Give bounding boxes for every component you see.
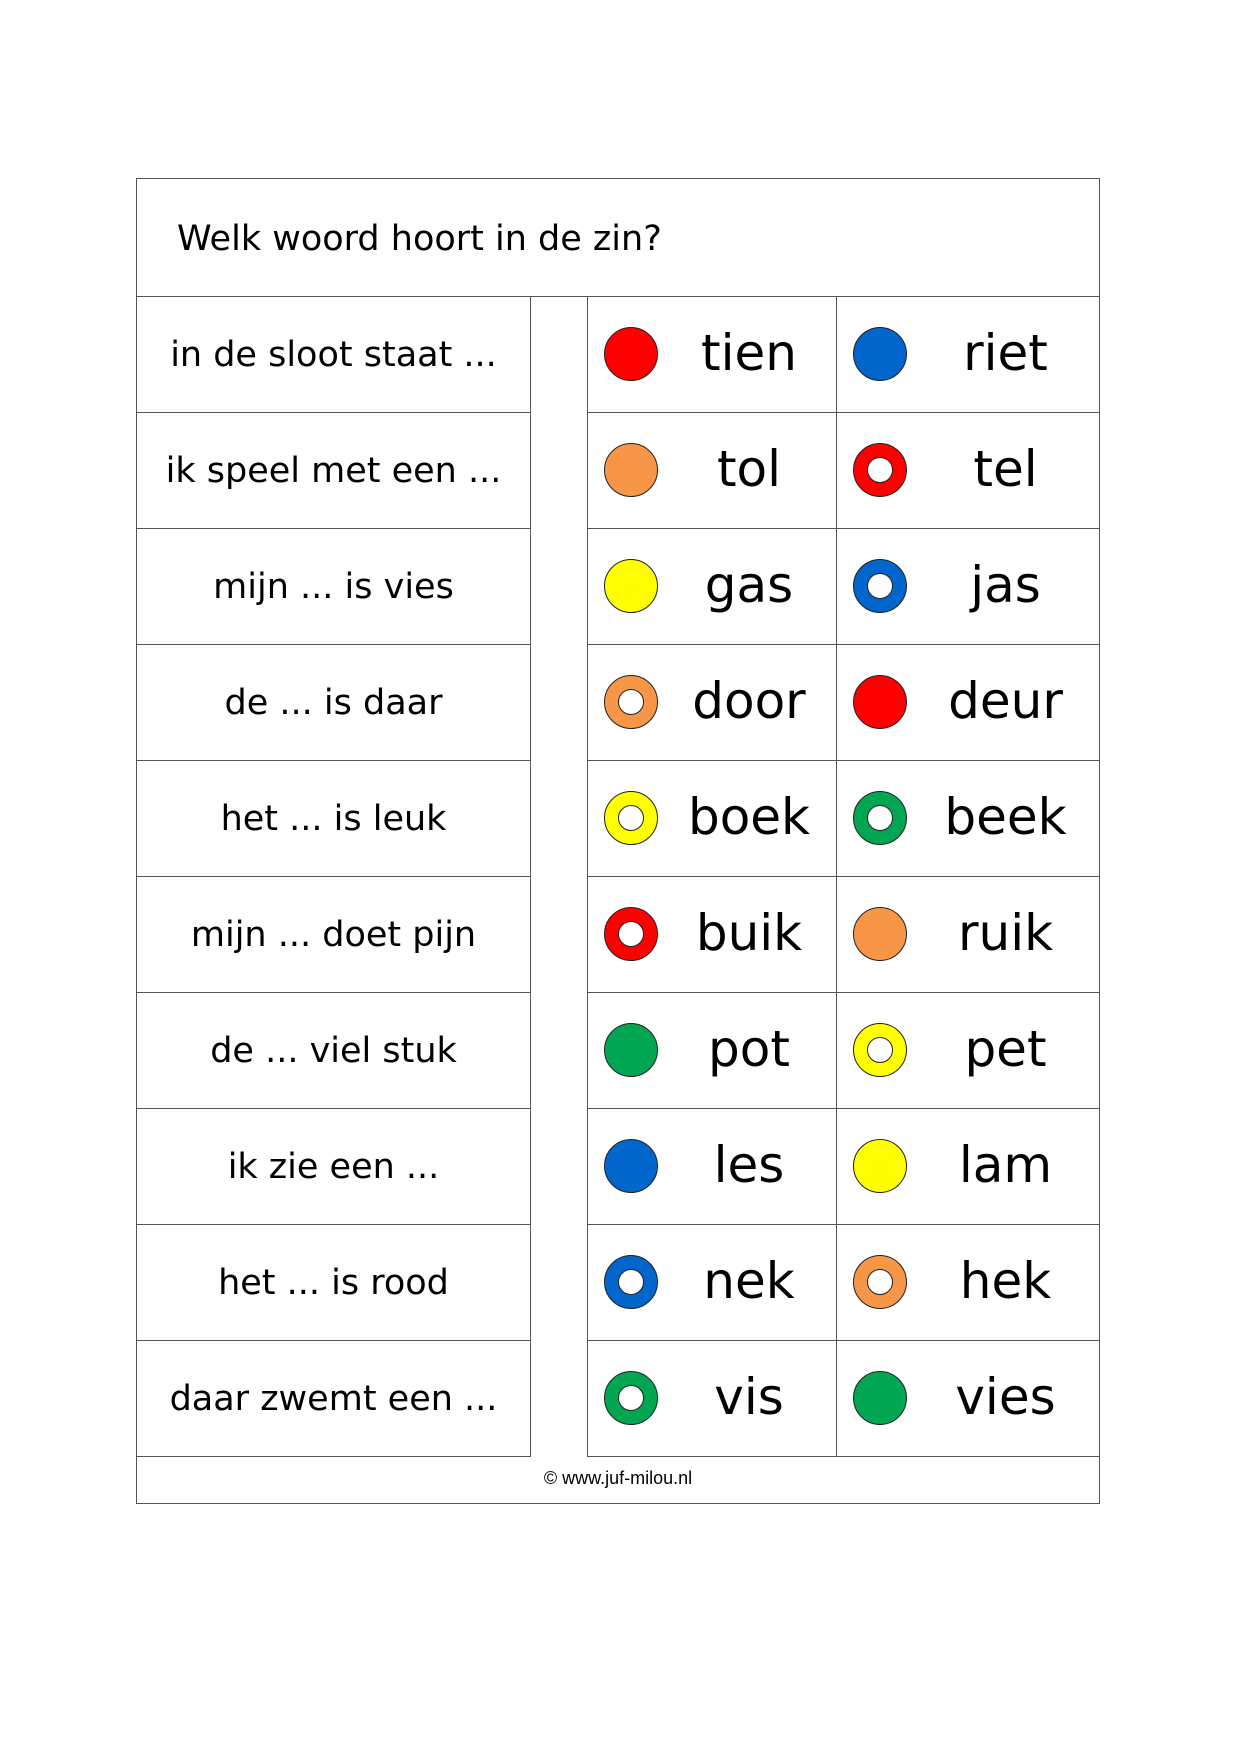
sentence-row — [137, 413, 531, 529]
choice-word: riet — [963, 323, 1048, 382]
word-choice-row — [588, 529, 1100, 645]
word-choice-right[interactable] — [837, 993, 1100, 1108]
word-choice-right[interactable] — [837, 413, 1100, 528]
ring-marker-icon — [853, 1023, 907, 1077]
ring-marker-icon — [604, 1255, 658, 1309]
word-choice-right[interactable] — [837, 297, 1100, 412]
word-choice-left[interactable] — [588, 1109, 837, 1224]
choice-word: hek — [959, 1251, 1052, 1310]
word-choice-left[interactable] — [588, 1341, 837, 1456]
word-choice-left[interactable] — [588, 297, 837, 412]
choice-word: vies — [955, 1367, 1056, 1426]
sentence-row — [137, 761, 531, 877]
choice-word: pot — [708, 1019, 790, 1078]
word-choice-left[interactable] — [588, 645, 837, 760]
word-choice-left[interactable] — [588, 877, 837, 992]
sentence-text: het ... is rood — [218, 1262, 449, 1303]
dot-marker-icon — [853, 907, 907, 961]
dot-marker-icon — [604, 1139, 658, 1193]
word-choice-left[interactable] — [588, 529, 837, 644]
word-choice-column — [587, 297, 1100, 1457]
sentence-row — [137, 877, 531, 993]
choice-word: les — [713, 1135, 785, 1194]
dot-marker-icon — [604, 327, 658, 381]
ring-marker-icon — [604, 675, 658, 729]
choice-word: tol — [716, 439, 782, 498]
word-choice-row — [588, 1109, 1100, 1225]
worksheet-title: Welk woord hoort in de zin? — [177, 219, 662, 259]
word-choice-right[interactable] — [837, 1109, 1100, 1224]
word-choice-left[interactable] — [588, 993, 837, 1108]
sentence-row — [137, 297, 531, 413]
word-choice-left[interactable] — [588, 761, 837, 876]
choice-word: pet — [964, 1019, 1047, 1078]
word-choice-row — [588, 645, 1100, 761]
choice-word: jas — [970, 555, 1041, 614]
word-choice-right[interactable] — [837, 877, 1100, 992]
choice-word: tien — [701, 323, 797, 382]
word-choice-right[interactable] — [837, 1341, 1100, 1456]
worksheet-header — [137, 179, 1099, 297]
sentence-row — [137, 1341, 531, 1457]
choice-word: boek — [687, 787, 811, 846]
sentence-text: mijn ... doet pijn — [190, 914, 477, 955]
choice-word: buik — [695, 903, 803, 962]
dot-marker-icon — [604, 1023, 658, 1077]
ring-marker-icon — [604, 907, 658, 961]
choice-word: tel — [973, 439, 1038, 498]
ring-marker-icon — [853, 1255, 907, 1309]
sentence-text: ik zie een ... — [227, 1146, 440, 1187]
sentence-text: mijn ... is vies — [213, 566, 454, 607]
sentence-text: de ... is daar — [224, 682, 443, 723]
dot-marker-icon — [853, 675, 907, 729]
word-choice-row — [588, 413, 1100, 529]
choice-word: gas — [704, 555, 794, 614]
choice-word: lam — [958, 1135, 1053, 1194]
dot-marker-icon — [604, 559, 658, 613]
word-choice-row — [588, 1225, 1100, 1341]
dot-marker-icon — [853, 327, 907, 381]
sentence-text: de ... viel stuk — [210, 1030, 457, 1071]
word-choice-left[interactable] — [588, 1225, 837, 1340]
sentence-text: daar zwemt een ... — [169, 1378, 498, 1419]
ring-marker-icon — [853, 559, 907, 613]
ring-marker-icon — [604, 791, 658, 845]
word-choice-right[interactable] — [837, 645, 1100, 760]
choice-word: nek — [703, 1251, 795, 1310]
sentence-row — [137, 1225, 531, 1341]
ring-marker-icon — [853, 443, 907, 497]
ring-marker-icon — [853, 791, 907, 845]
sentence-text: het ... is leuk — [220, 798, 447, 839]
dot-marker-icon — [604, 443, 658, 497]
sentence-column — [137, 297, 531, 1457]
sentence-row — [137, 529, 531, 645]
choice-word: beek — [944, 787, 1067, 846]
choice-word: door — [692, 671, 806, 730]
word-choice-right[interactable] — [837, 761, 1100, 876]
sentence-row — [137, 993, 531, 1109]
word-choice-row — [588, 761, 1100, 877]
word-choice-row — [588, 877, 1100, 993]
dot-marker-icon — [853, 1139, 907, 1193]
word-choice-left[interactable] — [588, 413, 837, 528]
word-choice-right[interactable] — [837, 1225, 1100, 1340]
choice-word: vis — [714, 1367, 784, 1426]
sentence-text: ik speel met een ... — [165, 450, 502, 491]
copyright-footer: © www.juf-milou.nl — [543, 1467, 693, 1488]
word-choice-right[interactable] — [837, 529, 1100, 644]
dot-marker-icon — [853, 1371, 907, 1425]
worksheet — [136, 178, 1100, 1504]
word-choice-row — [588, 297, 1100, 413]
sentence-row — [137, 645, 531, 761]
sentence-text: in de sloot staat ... — [170, 334, 497, 375]
choice-word: ruik — [957, 903, 1054, 962]
word-choice-row — [588, 1341, 1100, 1457]
sentence-row — [137, 1109, 531, 1225]
choice-word: deur — [948, 671, 1063, 730]
ring-marker-icon — [604, 1371, 658, 1425]
word-choice-row — [588, 993, 1100, 1109]
